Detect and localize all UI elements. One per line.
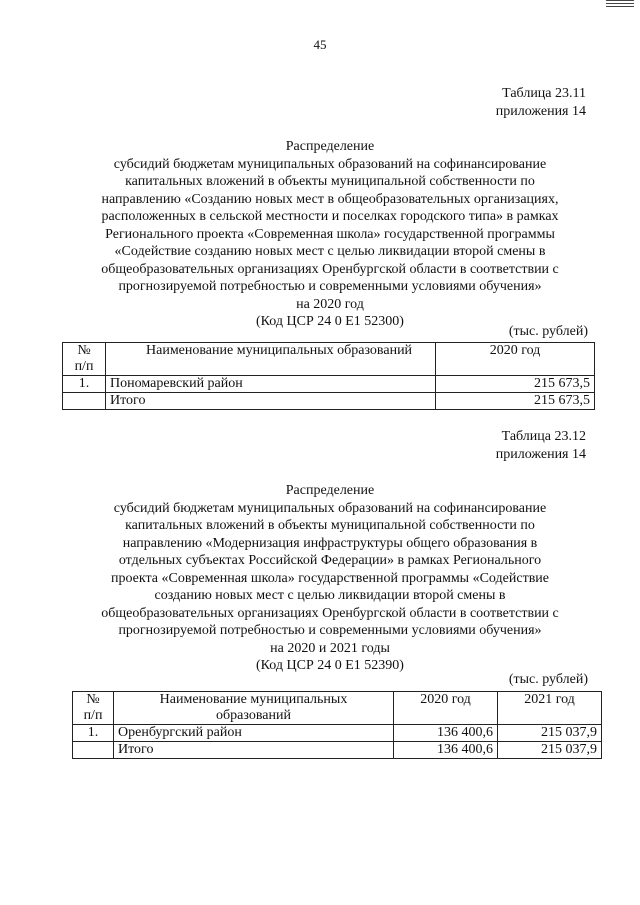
header-year-2021: 2021 год [498, 692, 602, 725]
table1-heading-line: капитальных вложений в объекты муниципальной собственности по [125, 174, 535, 189]
table2-heading-line: общеобразовательных организациях Оренбургской области в соответствии с [101, 605, 559, 621]
table2-heading [60, 482, 600, 675]
table1-heading-line: «Содействие созданию новых мест с целью ликвидации второй смены в [114, 244, 546, 259]
table-row [63, 376, 595, 393]
header-name-line: образований [216, 708, 291, 723]
table1-units: (тыс. рублей) [508, 324, 588, 339]
header-num [73, 692, 114, 725]
table1-heading-line: на 2020 год [296, 296, 364, 312]
header-year-2020: 2020 год [394, 692, 498, 725]
table1-heading-line: (Код ЦСР 24 0 Е1 52300) [256, 314, 404, 329]
table1 [62, 342, 595, 410]
table2-heading-line: проекта «Современная школа» государственной программы «Содействие [110, 570, 550, 586]
row-value: 215 673,5 [436, 376, 595, 393]
table2-heading-line: прогнозируемой потребностью и современными условиями обучения» [118, 623, 542, 638]
table1-heading-line: расположенных в сельской местности и поселках городского типа» в рамках [101, 209, 559, 224]
table-total-row [63, 393, 595, 410]
total-num-empty [73, 742, 114, 759]
table1-heading-line: Регионального проекта «Современная школа» государственной программы [105, 226, 555, 242]
table2-caption-appendix: приложения 14 [495, 447, 586, 462]
table2-heading-line: направлению «Модернизация инфраструктуры общего образования в [122, 535, 538, 551]
table1-heading-line: субсидий бюджетам муниципальных образований на софинансирование [113, 156, 547, 172]
table2 [72, 691, 602, 759]
header-num-line: п/п [74, 359, 94, 374]
table1-heading [60, 138, 600, 331]
table-header-row [73, 692, 602, 725]
table1-heading-line: общеобразовательных организациях Оренбургской области в соответствии с [101, 261, 559, 277]
table2-caption-number: Таблица 23.12 [501, 429, 586, 444]
header-name: Наименование муниципальных образований [106, 343, 436, 376]
table1-heading-line: направлению «Созданию новых мест в общеобразовательных организациях, [101, 191, 559, 207]
table2-heading-line: (Код ЦСР 24 0 Е1 52390) [256, 658, 404, 673]
scan-corner-mark [606, 0, 634, 10]
header-num [63, 343, 106, 376]
header-num-line: п/п [83, 708, 103, 723]
table2-heading-line: отдельных субъектах Российской Федерации» в рамках Регионального [118, 553, 542, 568]
header-year: 2020 год [436, 343, 595, 376]
total-num-empty [63, 393, 106, 410]
row-value-2021: 215 037,9 [498, 725, 602, 742]
page-number: 45 [313, 37, 327, 52]
total-label: Итого [114, 742, 394, 759]
table-total-row [73, 742, 602, 759]
row-name: Пономаревский район [106, 376, 436, 393]
total-value-2020: 136 400,6 [394, 742, 498, 759]
total-value-2021: 215 037,9 [498, 742, 602, 759]
table2-heading-title: Распределение [285, 483, 375, 498]
header-name-line: Наименование муниципальных [159, 692, 348, 707]
table2-caption [496, 428, 586, 464]
row-name: Оренбургский район [114, 725, 394, 742]
table2-heading-line: капитальных вложений в объекты муниципальной собственности по [125, 518, 535, 533]
row-num: 1. [73, 725, 114, 742]
table1-caption-number: Таблица 23.11 [502, 86, 586, 101]
table2-units: (тыс. рублей) [508, 672, 588, 687]
row-num: 1. [63, 376, 106, 393]
header-num-line: № [77, 343, 91, 358]
table2-heading-line: созданию новых мест с целью ликвидации второй смены в [154, 588, 506, 603]
table2-heading-line: на 2020 и 2021 годы [270, 640, 390, 656]
row-value-2020: 136 400,6 [394, 725, 498, 742]
total-label: Итого [106, 393, 436, 410]
table1-caption [496, 85, 586, 121]
header-num-line: № [86, 692, 100, 707]
table1-heading-title: Распределение [285, 139, 375, 154]
table-row [73, 725, 602, 742]
table-header-row [63, 343, 595, 376]
header-name [114, 692, 394, 725]
table2-heading-line: субсидий бюджетам муниципальных образований на софинансирование [113, 500, 547, 516]
total-value: 215 673,5 [436, 393, 595, 410]
table1-heading-line: прогнозируемой потребностью и современными условиями обучения» [118, 279, 542, 294]
table1-caption-appendix: приложения 14 [495, 104, 586, 119]
